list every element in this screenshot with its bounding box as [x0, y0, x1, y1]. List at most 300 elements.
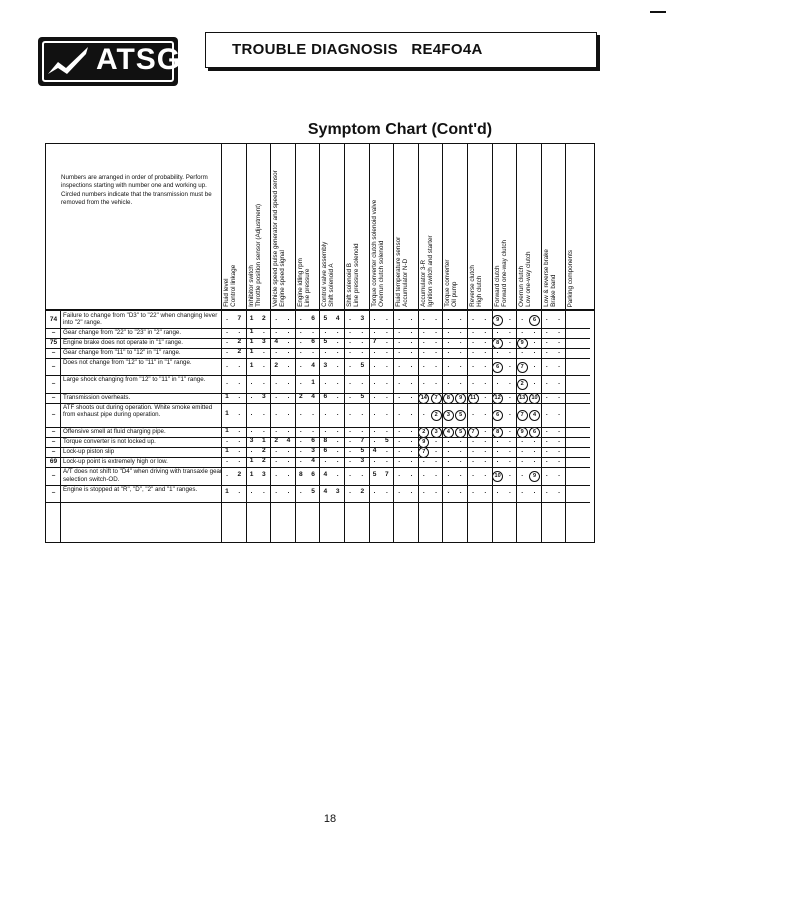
table-cell: .: [508, 314, 511, 322]
table-cell: 4: [286, 437, 291, 445]
table-cell: .: [238, 392, 241, 400]
table-cell: .: [336, 328, 339, 336]
table-cell: .: [447, 488, 450, 496]
table-cell: .: [226, 379, 228, 386]
table-cell: 3: [360, 457, 365, 465]
table-cell: 5: [372, 471, 377, 478]
table-cell: .: [459, 314, 462, 322]
symptom-chart-table: [45, 143, 595, 543]
table-cell: .: [410, 457, 413, 465]
table-cell: .: [336, 338, 339, 346]
table-cell: .: [533, 437, 536, 445]
table-cell: .: [349, 437, 351, 445]
table-cell: 3: [335, 488, 340, 496]
table-cell: .: [373, 379, 376, 386]
column-label: Torque converter: [444, 259, 452, 307]
table-cell: 5: [360, 392, 365, 400]
table-cell: .: [226, 457, 228, 465]
table-cell: .: [299, 437, 302, 445]
table-cell: .: [336, 410, 339, 417]
table-cell: .: [349, 488, 351, 496]
table-cell: 2: [262, 447, 266, 455]
table-cell: .: [521, 328, 524, 336]
table-cell: .: [410, 392, 413, 400]
table-cell: .: [459, 488, 462, 496]
table-cell: 1: [262, 437, 266, 445]
table-cell: .: [324, 379, 327, 386]
table-cell: .: [447, 447, 450, 455]
table-cell: .: [410, 488, 413, 496]
table-cell: .: [287, 410, 290, 417]
table-cell: .: [262, 488, 265, 496]
table-cell: .: [521, 348, 524, 356]
table-cell: .: [472, 471, 474, 478]
table-cell: .: [410, 447, 413, 455]
row-number: 75: [49, 339, 58, 347]
table-cell: .: [447, 457, 450, 465]
table-cell: .: [275, 328, 278, 336]
table-cell: .: [521, 447, 524, 455]
table-cell: .: [324, 457, 327, 465]
row-number: –: [51, 438, 56, 446]
table-cell: 10: [529, 393, 541, 404]
column-header: [442, 144, 466, 309]
table-cell: .: [545, 427, 548, 435]
table-cell: .: [275, 471, 278, 478]
table-cell: 5: [455, 427, 467, 438]
table-cell: .: [521, 437, 524, 445]
table-cell: .: [398, 437, 401, 445]
table-cell: .: [398, 457, 401, 465]
row-number: –: [51, 362, 56, 370]
table-cell: .: [275, 379, 278, 386]
column-label: Accumulator N-D: [402, 259, 410, 307]
table-cell: 3: [323, 361, 328, 369]
table-cell: .: [558, 427, 561, 435]
table-cell: .: [410, 361, 413, 369]
table-cell: .: [545, 348, 548, 356]
table-cell: .: [349, 379, 351, 386]
table-cell: 5: [323, 338, 328, 346]
table-cell: .: [410, 348, 413, 356]
table-cell: .: [250, 427, 253, 435]
table-cell: 5: [385, 437, 389, 445]
table-cell: .: [459, 361, 462, 369]
table-cell: .: [508, 437, 511, 445]
column-label: Throttle position sensor (Adjustment): [255, 204, 262, 307]
table-cell: .: [545, 488, 548, 496]
table-cell: .: [287, 328, 290, 336]
table-cell: .: [484, 361, 487, 369]
column-label: Overrun clutch solenoid: [378, 240, 385, 307]
table-cell: .: [422, 457, 425, 465]
row-number: –: [51, 329, 56, 337]
table-cell: .: [422, 410, 425, 417]
table-cell: .: [410, 471, 413, 478]
table-cell: .: [336, 392, 339, 400]
row-number: –: [51, 411, 56, 418]
column-label: Ignition switch and starter: [427, 235, 435, 307]
table-cell: .: [484, 427, 487, 435]
table-cell: 8: [492, 427, 504, 438]
table-cell: .: [472, 379, 474, 386]
table-cell: .: [558, 361, 561, 369]
table-cell: .: [496, 437, 499, 445]
table-cell: .: [349, 361, 351, 369]
table-cell: .: [312, 328, 315, 336]
table-cell: .: [238, 328, 241, 336]
table-cell: .: [398, 314, 401, 322]
table-cell: .: [459, 437, 462, 445]
column-label: Forward one-way clutch: [501, 240, 508, 307]
table-cell: .: [349, 328, 351, 336]
table-cell: 6: [492, 362, 504, 373]
table-cell: .: [447, 314, 450, 322]
table-cell: .: [287, 338, 290, 346]
row-number: –: [51, 380, 56, 387]
table-cell: 5: [360, 361, 365, 369]
table-cell: .: [287, 457, 290, 465]
chart-title: Symptom Chart (Cont'd): [307, 121, 493, 138]
table-cell: .: [508, 447, 511, 455]
table-cell: .: [385, 392, 388, 400]
title-box: [205, 32, 597, 68]
table-cell: .: [533, 457, 536, 465]
row-number: 74: [49, 315, 58, 323]
table-cell: .: [324, 328, 327, 336]
table-cell: .: [558, 348, 561, 356]
table-cell: 4: [335, 314, 340, 322]
chart-note: Numbers are arranged in order of probability. Perform inspections starting with number one and working up. Circled numbers indicate that the transmission must be removed from the vehicle.: [61, 174, 212, 207]
table-cell: .: [275, 488, 278, 496]
table-cell: 7: [516, 410, 528, 421]
table-cell: .: [385, 488, 388, 496]
column-header: [319, 144, 343, 309]
table-cell: 14: [418, 393, 430, 404]
table-cell: .: [361, 379, 364, 386]
table-cell: .: [545, 314, 548, 322]
table-cell: .: [336, 361, 339, 369]
table-cell: .: [238, 379, 241, 386]
table-cell: .: [472, 410, 474, 417]
table-cell: .: [545, 457, 548, 465]
column-header: [516, 144, 540, 309]
row-number: –: [51, 448, 56, 456]
table-cell: .: [287, 392, 290, 400]
table-cell: .: [533, 447, 536, 455]
table-cell: .: [238, 361, 241, 369]
table-cell: .: [226, 328, 228, 336]
table-cell: 1: [249, 361, 254, 369]
table-cell: .: [558, 379, 561, 386]
table-cell: .: [484, 457, 487, 465]
symptom-text: Offensive smell at fluid charging pipe.: [63, 428, 166, 436]
table-cell: .: [508, 361, 511, 369]
table-cell: .: [238, 427, 241, 435]
table-cell: .: [385, 410, 388, 417]
table-cell: .: [324, 427, 327, 435]
table-cell: .: [349, 314, 351, 322]
table-cell: .: [238, 437, 241, 445]
table-cell: .: [299, 488, 302, 496]
table-cell: .: [361, 338, 364, 346]
table-cell: 2: [262, 314, 266, 322]
table-cell: .: [472, 447, 474, 455]
symptom-text: Lock-up point is extremely high or low.: [63, 458, 168, 466]
column-header: [369, 144, 393, 309]
table-cell: .: [435, 328, 438, 336]
table-cell: .: [508, 471, 511, 478]
row-number: –: [51, 393, 56, 401]
table-cell: .: [558, 457, 561, 465]
table-cell: .: [422, 379, 425, 386]
table-cell: .: [472, 338, 474, 346]
table-cell: .: [336, 437, 339, 445]
table-cell: 4: [311, 361, 315, 369]
column-header: [295, 144, 319, 309]
table-cell: 1: [249, 338, 254, 346]
table-cell: .: [422, 348, 425, 356]
table-cell: .: [508, 457, 511, 465]
table-cell: 3: [249, 437, 254, 445]
table-cell: 4: [529, 410, 541, 421]
table-cell: .: [484, 437, 487, 445]
table-cell: .: [447, 338, 450, 346]
table-cell: .: [398, 447, 401, 455]
column-label: Control linkage: [230, 264, 238, 307]
table-cell: 1: [249, 348, 254, 356]
table-cell: .: [484, 314, 487, 322]
symptom-text: Lock-up piston slip: [63, 448, 115, 456]
table-cell: .: [521, 471, 524, 478]
table-cell: 7: [516, 362, 528, 373]
table-cell: .: [250, 410, 253, 417]
table-cell: 12: [492, 393, 504, 404]
table-cell: .: [250, 447, 253, 455]
table-cell: 2: [274, 361, 279, 369]
table-cell: .: [275, 392, 278, 400]
table-cell: .: [262, 410, 265, 417]
table-cell: .: [299, 427, 302, 435]
table-cell: .: [508, 338, 511, 346]
table-cell: .: [262, 348, 265, 356]
column-label: Reverse clutch: [469, 265, 476, 307]
table-cell: .: [496, 348, 499, 356]
table-cell: 7: [360, 437, 365, 445]
table-cell: .: [349, 447, 351, 455]
symptom-text: Gear change from "11" to "12" in "1" range.: [63, 349, 181, 357]
table-cell: .: [447, 361, 450, 369]
table-cell: .: [533, 488, 536, 496]
table-cell: .: [287, 447, 290, 455]
table-cell: .: [410, 437, 413, 445]
table-cell: .: [398, 379, 401, 386]
table-cell: .: [459, 348, 462, 356]
table-cell: 1: [311, 379, 315, 386]
table-cell: .: [262, 379, 265, 386]
table-cell: 4: [372, 447, 377, 455]
table-cell: .: [545, 392, 548, 400]
atsg-logo: [38, 37, 182, 86]
table-cell: 1: [225, 410, 229, 417]
table-cell: .: [299, 410, 302, 417]
table-cell: 9: [529, 471, 541, 482]
table-cell: .: [484, 379, 487, 386]
table-cell: .: [336, 427, 339, 435]
column-label: Torque converter clutch solenoid valve: [370, 199, 378, 307]
table-cell: 11: [467, 393, 479, 404]
table-cell: 1: [225, 447, 229, 455]
table-cell: .: [521, 314, 524, 322]
row-number: –: [51, 489, 56, 497]
table-cell: .: [349, 471, 351, 478]
table-cell: 3: [442, 410, 454, 421]
table-cell: .: [385, 361, 388, 369]
table-cell: 9: [418, 437, 430, 448]
table-cell: .: [287, 427, 290, 435]
table-cell: .: [373, 392, 376, 400]
table-cell: .: [299, 338, 302, 346]
table-cell: .: [410, 427, 413, 435]
table-cell: 7: [467, 427, 479, 438]
table-cell: .: [422, 338, 425, 346]
table-cell: .: [238, 488, 241, 496]
table-cell: .: [496, 488, 499, 496]
check-emblem-icon: [46, 44, 90, 78]
table-cell: .: [435, 348, 438, 356]
table-cell: .: [447, 379, 450, 386]
table-cell: .: [398, 488, 401, 496]
table-cell: .: [398, 361, 401, 369]
table-cell: .: [508, 392, 511, 400]
table-cell: .: [435, 488, 438, 496]
table-cell: .: [299, 361, 302, 369]
table-cell: .: [435, 361, 438, 369]
row-number: –: [51, 428, 56, 436]
symptom-text: Transmission overheats.: [63, 393, 131, 401]
table-cell: .: [533, 348, 536, 356]
corner-dash: [650, 11, 666, 13]
table-cell: .: [459, 379, 462, 386]
table-cell: .: [287, 379, 290, 386]
table-cell: .: [398, 328, 401, 336]
table-cell: .: [312, 427, 315, 435]
row-number: 69: [49, 458, 58, 466]
table-cell: .: [545, 379, 548, 386]
row-number: –: [51, 472, 56, 479]
column-label: Low & reverse brake: [542, 249, 550, 307]
table-cell: 1: [225, 427, 229, 435]
table-cell: 6: [311, 338, 315, 346]
column-label: Parking components: [567, 249, 575, 307]
table-cell: 6: [323, 447, 328, 455]
table-cell: 4: [311, 392, 315, 400]
table-cell: .: [472, 314, 474, 322]
table-cell: .: [312, 348, 315, 356]
symptom-text: Gear change from "22" to "23" in "2" range.: [63, 329, 182, 337]
table-cell: .: [558, 471, 561, 478]
table-cell: .: [226, 338, 228, 346]
table-cell: .: [361, 410, 364, 417]
table-cell: .: [508, 427, 511, 435]
column-header: [565, 144, 589, 309]
table-cell: 10: [492, 471, 504, 482]
table-cell: .: [558, 447, 561, 455]
table-cell: 8: [298, 471, 303, 478]
table-cell: .: [508, 410, 511, 417]
table-cell: .: [275, 410, 278, 417]
table-cell: .: [484, 348, 487, 356]
column-header: [467, 144, 491, 309]
table-cell: 6: [492, 410, 504, 421]
table-cell: 2: [237, 348, 242, 356]
table-cell: 8: [492, 338, 504, 349]
column-label: Shift solenoid A: [328, 263, 336, 307]
table-cell: .: [336, 447, 339, 455]
table-cell: .: [533, 379, 536, 386]
table-cell: 7: [237, 314, 242, 322]
table-cell: .: [336, 471, 339, 478]
table-cell: .: [484, 488, 487, 496]
table-cell: .: [299, 348, 302, 356]
table-cell: .: [385, 338, 388, 346]
table-cell: 2: [360, 488, 365, 496]
table-cell: .: [533, 361, 536, 369]
table-cell: 6: [311, 437, 315, 445]
table-cell: 13: [516, 393, 528, 404]
table-cell: .: [373, 314, 376, 322]
table-cell: .: [226, 471, 228, 478]
column-label: Line pressure solenoid: [353, 243, 361, 307]
symptom-text: Failure to change from "D3" to "22" when changing lever into "2" range.: [63, 312, 218, 327]
column-label: Inhibitor switch: [247, 265, 255, 307]
table-cell: 7: [418, 447, 430, 458]
column-label: Forward clutch: [493, 265, 501, 307]
table-cell: .: [250, 488, 253, 496]
table-cell: .: [545, 338, 548, 346]
symptom-text: ATF shoots out during operation. White smoke emitted from exhaust pipe during operation.: [63, 403, 213, 418]
table-cell: .: [299, 457, 302, 465]
table-cell: 3: [262, 471, 266, 478]
column-label: Engine speed signal: [279, 250, 287, 307]
table-cell: .: [496, 457, 499, 465]
table-cell: 6: [529, 427, 541, 438]
table-cell: .: [410, 314, 413, 322]
table-cell: .: [472, 361, 474, 369]
table-cell: .: [226, 348, 228, 356]
table-cell: 6: [311, 471, 315, 478]
table-cell: .: [545, 447, 548, 455]
table-cell: .: [496, 379, 499, 386]
table-cell: .: [398, 392, 401, 400]
column-label: Brake band: [550, 274, 558, 307]
column-header: [221, 144, 245, 309]
table-cell: .: [385, 348, 388, 356]
table-cell: 1: [249, 314, 254, 322]
table-cell: .: [361, 328, 364, 336]
column-label: Fluid temperature sensor: [395, 237, 403, 307]
table-cell: 3: [430, 427, 442, 438]
table-cell: 2: [274, 437, 279, 445]
table-cell: .: [558, 488, 561, 496]
table-cell: 5: [323, 314, 328, 322]
table-cell: .: [373, 348, 376, 356]
table-cell: 8: [442, 393, 454, 404]
column-label: High clutch: [476, 275, 484, 307]
table-cell: 9: [492, 315, 504, 326]
column-label: Engine idling rpm: [296, 258, 304, 307]
table-cell: .: [447, 348, 450, 356]
